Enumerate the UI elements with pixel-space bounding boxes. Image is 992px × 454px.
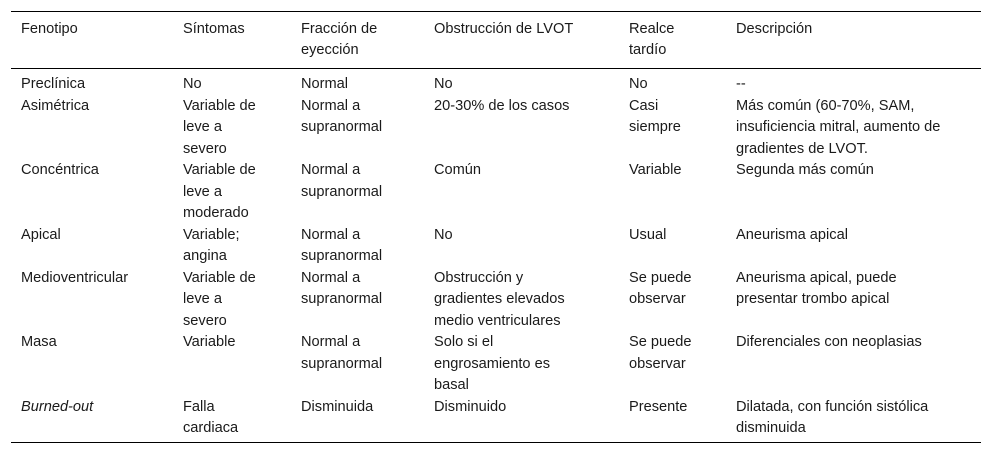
cell-obstruccion: Solo si el engrosamiento es basal xyxy=(434,334,551,393)
cell-realce: Casi siempre xyxy=(629,97,681,135)
cell-descripcion: -- xyxy=(736,76,746,92)
cell-sintomas: Variable de leve a severo xyxy=(183,269,256,329)
cell-fraccion: Normal a supranormal xyxy=(301,334,383,372)
cell-sintomas: Variable de leve a severo xyxy=(183,97,256,157)
table-row xyxy=(11,160,981,225)
header-fraccion-eyeccion: Fracción de eyección xyxy=(301,21,378,58)
header-descripcion: Descripción xyxy=(736,21,813,37)
cell-fraccion: Normal a supranormal xyxy=(301,226,383,264)
cell-obstruccion: No xyxy=(434,226,453,243)
cell-sintomas: Variable xyxy=(183,334,236,350)
header-obstruccion-lvot: Obstrucción de LVOT xyxy=(434,21,574,37)
header-sintomas: Síntomas xyxy=(183,21,245,37)
cell-sintomas: No xyxy=(183,76,202,92)
table-row xyxy=(11,69,981,96)
cell-sintomas: Variable de leve a moderado xyxy=(183,162,256,221)
cell-sintomas: Variable; angina xyxy=(183,226,240,264)
cell-obstruccion: Común xyxy=(434,162,482,178)
cell-fenotipo: Apical xyxy=(21,226,61,243)
cell-realce: Presente xyxy=(629,398,688,415)
cell-fenotipo: Concéntrica xyxy=(21,162,99,178)
table-row xyxy=(11,397,981,443)
phenotype-table xyxy=(11,11,981,443)
cell-obstruccion: No xyxy=(434,76,453,92)
cell-fenotipo: Medioventricular xyxy=(21,269,129,286)
table-row xyxy=(11,332,981,397)
cell-fraccion: Disminuida xyxy=(301,398,374,415)
table-row xyxy=(11,268,981,333)
table-header xyxy=(11,12,981,69)
header-row xyxy=(11,12,981,69)
header-fenotipo: Fenotipo xyxy=(21,21,78,37)
cell-realce: Variable xyxy=(629,162,682,178)
table-body xyxy=(11,69,981,443)
cell-descripcion: Aneurisma apical xyxy=(736,226,848,243)
cell-fenotipo: Asimétrica xyxy=(21,97,90,114)
table-row xyxy=(11,225,981,268)
cell-fenotipo: Burned-out xyxy=(21,398,94,415)
cell-fenotipo: Preclínica xyxy=(21,76,86,92)
cell-obstruccion: Obstrucción y gradientes elevados medio ventriculares xyxy=(434,269,565,329)
cell-fraccion: Normal a supranormal xyxy=(301,162,383,200)
cell-descripcion: Segunda más común xyxy=(736,162,874,178)
cell-descripcion: Diferenciales con neoplasias xyxy=(736,334,922,350)
cell-fenotipo: Masa xyxy=(21,334,57,350)
cell-obstruccion: Disminuido xyxy=(434,398,507,415)
cell-fraccion: Normal a supranormal xyxy=(301,269,383,307)
cell-realce: Usual xyxy=(629,226,667,243)
cell-descripcion: Más común (60-70%, SAM, insuficiencia mitral, aumento de gradientes de LVOT. xyxy=(736,97,941,157)
cell-obstruccion: 20-30% de los casos xyxy=(434,97,570,114)
table-row xyxy=(11,96,981,161)
cell-realce: Se puede observar xyxy=(629,269,692,307)
cell-descripcion: Aneurisma apical, puede presentar trombo apical xyxy=(736,269,897,307)
cell-fraccion: Normal a supranormal xyxy=(301,97,383,135)
header-realce-tardio: Realce tardío xyxy=(629,21,675,58)
cell-descripcion: Dilatada, con función sistólica disminuida xyxy=(736,398,929,436)
cell-sintomas: Falla cardiaca xyxy=(183,398,239,436)
cell-realce: Se puede observar xyxy=(629,334,692,372)
cell-realce: No xyxy=(629,76,648,92)
cell-fraccion: Normal xyxy=(301,76,349,92)
